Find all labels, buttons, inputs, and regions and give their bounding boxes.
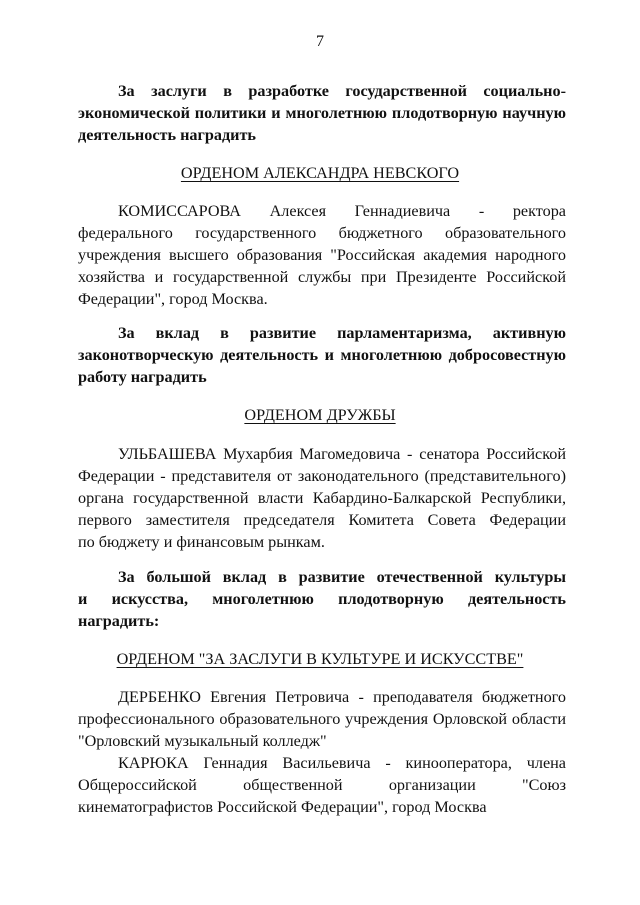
- recipient-line: профессионального образовательного учреждения Орловской области: [78, 710, 566, 728]
- order-heading-1: ОРДЕНОМ АЛЕКСАНДРА НЕВСКОГО: [180, 164, 460, 182]
- recipient-1: [78, 200, 566, 310]
- recipient-line: КОМИССАРОВА Алексея Геннадиевича - ректора: [118, 202, 566, 220]
- intro-line: наградить:: [78, 612, 160, 630]
- recipient-line: органа государственной власти Кабардино-Балкарской Республики,: [78, 489, 566, 507]
- award-intro-1: [78, 80, 566, 146]
- recipient-line: ДЕРБЕНКО Евгения Петровича - преподавателя бюджетного: [118, 688, 566, 706]
- recipient-2: [78, 443, 566, 553]
- page-number: 7: [316, 33, 324, 50]
- intro-line: законотворческую деятельность и многолетнюю добросовестную: [78, 346, 566, 364]
- order-heading-2: ОРДЕНОМ ДРУЖБЫ: [244, 406, 396, 424]
- order-heading-3: ОРДЕНОМ "ЗА ЗАСЛУГИ В КУЛЬТУРЕ И ИСКУССТВЕ": [116, 650, 524, 668]
- intro-line: За вклад в развитие парламентаризма, активную: [118, 324, 566, 342]
- recipient-line: федерального государственного бюджетного образовательного: [78, 224, 566, 242]
- recipient-line: хозяйства и государственной службы при Президенте Российской: [78, 268, 566, 286]
- recipient-line: первого заместителя председателя Комитета Совета Федерации: [78, 511, 566, 529]
- recipient-line: по бюджету и финансовым рынкам.: [78, 533, 325, 551]
- recipient-4: [78, 752, 566, 818]
- recipient-3: [78, 686, 566, 752]
- recipient-line: КАРЮКА Геннадия Васильевича - кинооператора, члена: [118, 754, 566, 772]
- recipient-line: кинематографистов Российской Федерации", город Москва: [78, 798, 487, 816]
- recipient-line: Федерации - представителя от законодательного (представительного): [78, 467, 566, 485]
- intro-line: и искусства, многолетнюю плодотворную деятельность: [78, 590, 566, 608]
- intro-line: За большой вклад в развитие отечественной культуры: [118, 568, 566, 586]
- intro-line: За заслуги в разработке государственной социально-: [118, 82, 566, 100]
- award-intro-2: [78, 322, 566, 388]
- recipient-line: УЛЬБАШЕВА Мухарбия Магомедовича - сенатора Российской: [118, 445, 566, 463]
- recipient-line: учреждения высшего образования "Российская академия народного: [78, 246, 566, 264]
- award-intro-3: [78, 566, 566, 632]
- recipient-line: Федерации", город Москва.: [78, 290, 268, 308]
- intro-line: работу наградить: [78, 368, 207, 386]
- intro-line: экономической политики и многолетнюю плодотворную научную: [78, 104, 566, 122]
- recipient-line: "Орловский музыкальный колледж": [78, 732, 327, 750]
- intro-line: деятельность наградить: [78, 126, 256, 144]
- recipient-line: Общероссийской общественной организации "Союз: [78, 776, 566, 794]
